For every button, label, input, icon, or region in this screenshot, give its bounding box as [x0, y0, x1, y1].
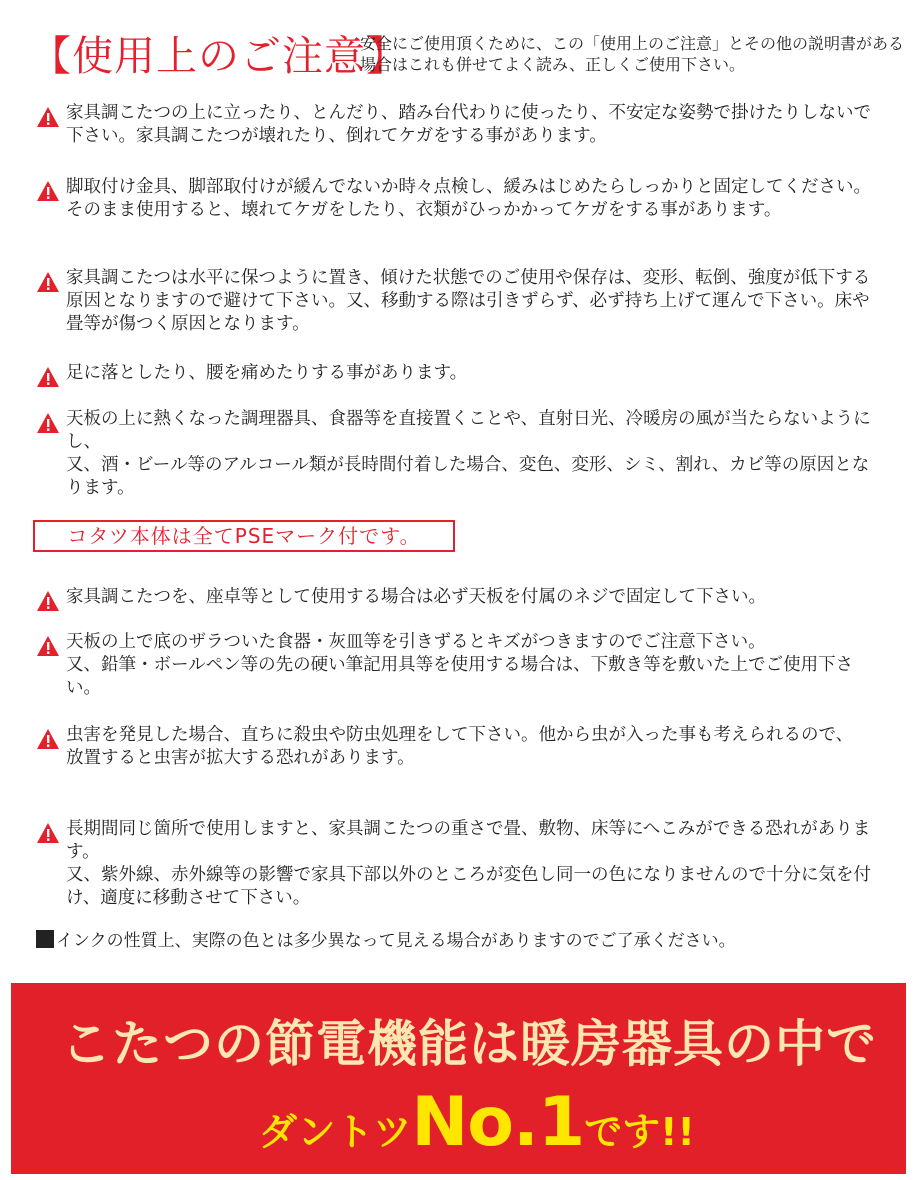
warning-item: [36, 631, 886, 700]
banner-suffix: です!!: [584, 1110, 695, 1154]
warning-item: [36, 267, 886, 336]
ink-note: [36, 929, 896, 953]
square-bullet-icon: [36, 930, 54, 948]
warning-triangle-icon: [36, 271, 60, 293]
warning-text: 長期間同じ箇所で使用しますと、家具調こたつの重さで畳、敷物、床等にへこみができる恐れがあります。 又、紫外線、赤外線等の影響で家具下部以外のところが変色し同一の色になりませんので十分に気を付け、適度に移動させて下さい。: [66, 819, 871, 908]
page-title: 【使用上のご注意】: [30, 32, 408, 80]
warning-triangle-icon: [36, 635, 60, 657]
warning-text: 脚取付け金具、脚部取付けが緩んでないか時々点検し、緩みはじめたらしっかりと固定してください。そのまま使用すると、壊れてケガをしたり、衣類がひっかかってケガをする事があります。: [66, 177, 871, 220]
warning-triangle-icon: [36, 412, 60, 434]
warning-triangle-icon: [36, 180, 60, 202]
ink-note-text: インクの性質上、実際の色とは多少異なって見える場合がありますのでご了承ください。: [56, 931, 736, 951]
warning-text: 足に落としたり、腰を痛めたりする事があります。: [66, 363, 468, 383]
warning-text: 家具調こたつを、座卓等として使用する場合は必ず天板を付属のネジで固定して下さい。: [66, 587, 766, 607]
banner-subheadline: [259, 1083, 695, 1180]
warning-item: [36, 586, 886, 609]
warning-triangle-icon: [36, 590, 60, 612]
warning-item: [36, 818, 886, 910]
warning-item: [36, 362, 886, 385]
pse-notice: コタツ本体は全てPSEマーク付です。: [33, 520, 455, 552]
banner-prefix: ダントツ: [259, 1110, 412, 1154]
banner-headline: こたつの節電機能は暖房器具の中で: [61, 1015, 877, 1073]
warning-triangle-icon: [36, 822, 60, 844]
warning-triangle-icon: [36, 366, 60, 388]
header: [30, 30, 905, 90]
warning-text: 家具調こたつの上に立ったり、とんだり、踏み台代わりに使ったり、不安定な姿勢で掛けたりしないで下さい。家具調こたつが壊れたり、倒れてケガをする事があります。: [66, 103, 871, 146]
warning-triangle-icon: [36, 728, 60, 750]
warning-item: [36, 724, 886, 770]
warning-text: 天板の上で底のザラついた食器・灰皿等を引きずるとキズがつきますのでご注意下さい。 又、鉛筆・ボールペン等の先の硬い筆記用具等を使用する場合は、下敷き等を敷いた上でご使用下さい。: [66, 632, 854, 698]
warning-item: [36, 176, 886, 222]
warning-text: 家具調こたつは水平に保つように置き、傾けた状態でのご使用や保存は、変形、転倒、強度が低下する原因となりますので避けて下さい。又、移動する際は引きずらず、必ず持ち上げて運んで下さい。床や畳等が傷つく原因となります。: [66, 268, 871, 334]
warning-item: [36, 408, 886, 500]
warning-text: 虫害を発見した場合、直ちに殺虫や防虫処理をして下さい。他から虫が入った事も考えられるので、 放置すると虫害が拡大する恐れがあります。: [66, 725, 854, 768]
promo-banner: [11, 983, 906, 1174]
intro-text: 安全にご使用頂くために、この「使用上のご注意」とその他の説明書がある場合はこれも併せてよく読み、正しくご使用下さい。: [360, 34, 905, 74]
warning-text: 天板の上に熱くなった調理器具、食器等を直接置くことや、直射日光、冷暖房の風が当たらないようにし、 又、酒・ビール等のアルコール類が長時間付着した場合、変色、変形、シミ、割れ、カビ等の原因となります。: [66, 409, 871, 498]
warning-item: [36, 102, 886, 148]
banner-number-one: No.1: [411, 1083, 585, 1162]
warning-triangle-icon: [36, 106, 60, 128]
